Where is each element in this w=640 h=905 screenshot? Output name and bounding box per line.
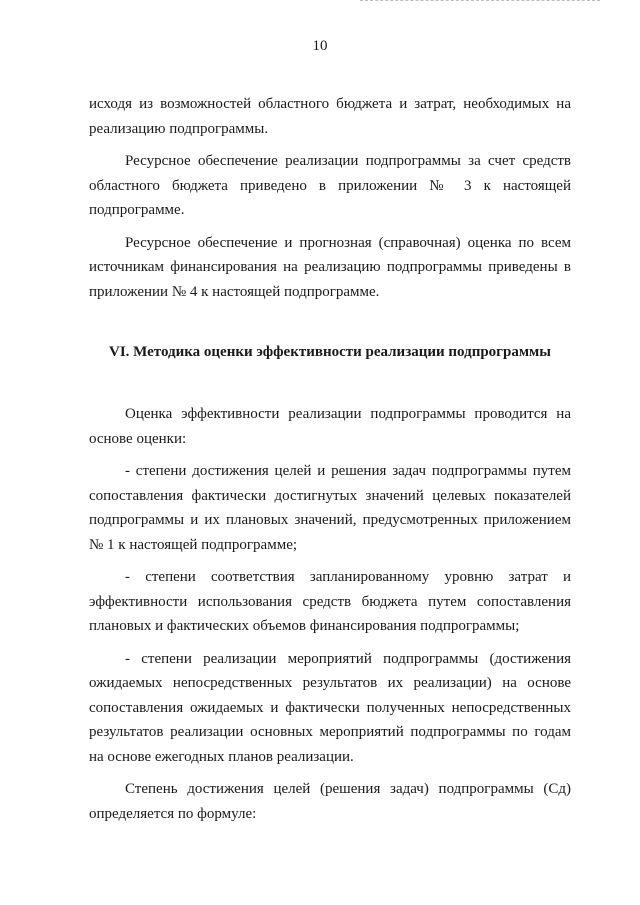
paragraph-intro-continuation: исходя из возможностей областного бюджета и затрат, необходимых на реализацию подпрограммы. <box>89 96 571 137</box>
paragraph-regional-budget: Ресурсное обеспечение реализации подпрограммы за счет средств областного бюджета приведено в приложении № 3 к настоящей подпрограмме. <box>89 153 571 218</box>
paragraph-formula-intro: Степень достижения целей (решения задач) подпрограммы (Сд) определяется по формуле: <box>89 781 571 822</box>
section-body <box>89 402 571 834</box>
list-item-costs: - степени соответствия запланированному уровню затрат и эффективности использования средств бюджета путем сопоставления плановых и фактических объемов финансирования подпрограммы; <box>89 569 571 634</box>
paragraph-evaluation-basis: Оценка эффективности реализации подпрограммы проводится на основе оценки: <box>89 406 571 447</box>
paragraph-all-sources: Ресурсное обеспечение и прогнозная (справочная) оценка по всем источникам финансирования на реализацию подпрограммы приведены в приложении № 4 к настоящей подпрограмме. <box>89 234 571 300</box>
scan-artifact <box>360 0 600 4</box>
list-item-activities: - степени реализации мероприятий подпрограммы (достижения ожидаемых непосредственных результатов их реализации) на основе сопоставления ожидаемых и фактически полученных непосредственных результатов реализации основных мероприятий подпрограммы по годам на основе ежегодных планов реализации. <box>89 650 571 765</box>
list-item-goals: - степени достижения целей и решения задач подпрограммы путем сопоставления фактически достигнутых значений целевых показателей подпрограммы и их плановых значений, предусмотренных приложением № 1 к настоящей подпрограмме; <box>89 463 571 553</box>
section-heading: VI. Методика оценки эффективности реализации подпрограммы <box>108 344 551 360</box>
intro-block <box>89 92 571 312</box>
page-number: 10 <box>312 38 328 54</box>
